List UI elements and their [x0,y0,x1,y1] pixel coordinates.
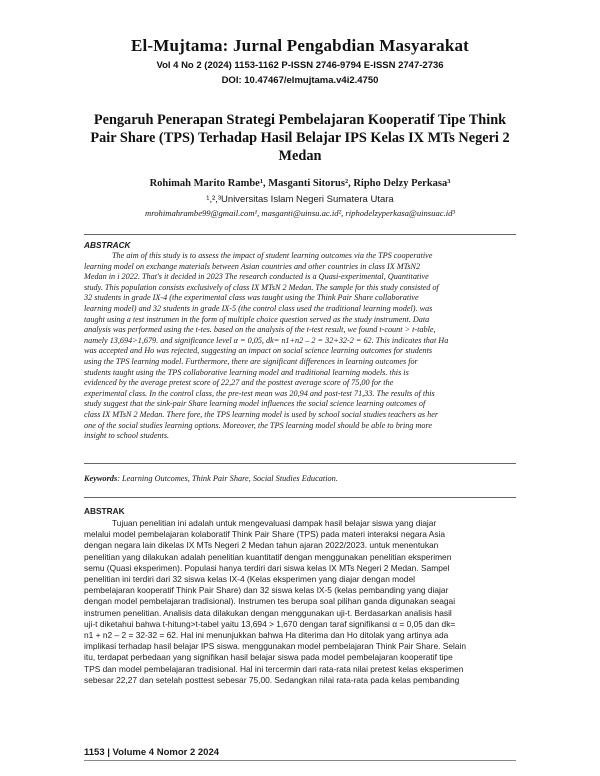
abstract-en-line: class IX MTsN 2 Medan. There fore, the TPS learning model is used by school social studies teachers as her [84,409,439,419]
abstract-en-line: taught using a test instrumen in the form of multiple choice question served as the study instrument. Data [84,314,430,324]
article-title-line: Medan [278,148,322,164]
abstract-en-line: learning model) and 32 students in grade IX-5 (the control class used the traditional learning model). was [84,303,433,313]
keywords [84,474,516,483]
abstract-id-line: instrumen penelitian. Analisis data dilakukan dengan menggunakan uji-t. Berdasarkan analisis hasil [84,607,452,618]
divider [84,463,516,464]
page-footer: 1153 | Volume 4 Nomor 2 2024 [84,747,220,758]
footer-divider [84,760,516,761]
journal-doi: DOI: 10.47467/elmujtama.v4i2.4750 [221,75,379,86]
abstract-en-line: analysis was performed using the t-tes. based on the analysis of the t-test result, we found t-count > t-table, [84,325,436,335]
author-affiliation: ¹,²,³Universitas Islam Negeri Sumatera Utara [206,194,394,205]
abstract-en-line: one of the social studies learning options. Moreover, the TPS learning model should be able to bring more [84,420,433,430]
abstract-id-line: dengan negara lain dikelas IX MTs Negeri 2 Medan tahun ajaran 2022/2023. untuk menentukan [84,540,439,551]
abstract-id-heading: ABSTRAK [84,506,125,516]
abstract-id-line: n1 + n2 – 2 = 32-32 = 62. Hal ini menunjukkan bahwa Ha diterima dan Ho ditolak yang artinya ada [84,630,449,641]
abstract-en-body [84,251,516,442]
abstract-en-line: study. This population consists exclusively of class IX MTsN 2 Medan. The sample for this study consisted of [84,282,439,292]
journal-title: El-Mujtama: Jurnal Pengabdian Masyarakat [130,36,470,55]
divider [84,234,516,235]
abstract-id-line: uji-t diketahui bahwa t-hitung>t-tabel yaitu 13,694 > 1,670 dengan taraf signifikansi α = 0,05 dan dk= [84,618,456,629]
abstract-en-line: experimental class. In the control class, the pre-test mean was 20,94 and post-test 71,33. The results of this [84,388,435,398]
abstract-en-line: The aim of this study is to assess the impact of student learning outcomes via the TPS cooperative [112,251,433,260]
article-title-line: Pair Share (TPS) Terhadap Hasil Belajar IPS Kelas IX MTs Negeri 2 [90,130,510,146]
abstract-en-line: Medan in i 2022. That's it decided in 2023 The research conducted is a Quasi-experimental, Quantitative [84,272,429,282]
abstract-en-line: evidenced by the average pretest score of 22,27 and the posttest average score of 75,00 for the [84,378,394,388]
abstract-en-line: insight to school students. [84,431,170,441]
abstract-id-line: TPS dan model pembelajaran tradisional. Hal ini tercermin dari rata-rata nilai pretest kelas eksperimen [84,663,464,674]
abstract-en-line: students taught using the TPS collaborative learning model and traditional learning models. this is [84,367,409,377]
abstract-id-line: penelitian yang dilakukan adalah penelitian kuantitatif dengan menggunakan penelitian eksperimen [84,551,452,562]
abstract-id-line: penelitian ini terdiri dari 32 siswa kelas IX-4 (Kelas eksperimen yang diajar dengan model [84,574,415,585]
keywords-label: Keywords [84,474,118,483]
abstract-en-line: was accepted and Ho was rejected, suggesting an impact on social science learning outcomes for students [84,346,433,356]
abstract-id-line: Tujuan penelitian ini adalah untuk mengevaluasi dampak hasil belajar siswa yang diajar [112,518,437,528]
abstract-id-line: pembelajaran kooperatif Think Pair Share) dan 32 siswa kelas IX-5 (kelas pembanding yang diajar [84,585,449,596]
abstract-id-line: implikasi terhadap hasil belajar IPS siswa. menggunakan model pembelajaran Think Pair Share. Selain [84,641,467,652]
article-title [60,111,540,165]
abstract-en-line: learning model on exchange materials between Asian countries and other countries in class IX MTsN2 [84,261,421,271]
abstract-id-line: melalui model pembelajaran kolaboratif Think Pair Share (TPS) pada materi interaksi negara Asia [84,529,446,540]
abstract-en-line: 32 students in grade IX-4 (the experimental class was taught using the Think Pair Share collaborative [84,293,419,303]
abstract-en-heading: ABSTRACK [84,240,131,250]
keywords-text: : Learning Outcomes, Think Pair Share, Social Studies Education. [117,474,338,483]
abstract-id-line: itu, terdapat perbedaan yang signifikan hasil belajar siswa pada model pembelajaran kooperatif tipe [84,652,453,663]
abstract-id-body [84,518,516,686]
journal-volume-issn: Vol 4 No 2 (2024) 1153-1162 P-ISSN 2746-9794 E-ISSN 2747-2736 [156,60,444,71]
author-list: Rohimah Marito Rambe¹, Masganti Sitorus², Ripho Delzy Perkasa³ [149,178,451,189]
abstract-en-line: using the TPS learning model. Furthermore, there are significant differences in learning outcomes for [84,356,418,366]
abstract-id-line: dengan model pembelajaran tradisional). Instrumen tes berupa soal pilihan ganda digunakan seagai [84,596,456,607]
author-emails: mrohimahrambe99@gmail.com¹, masganti@uinsu.ac.id², riphodelzyperkasa@uinsuac.id³ [145,208,455,218]
abstract-en-line: study suggest that the sink-pair Share learning model influences the social science learning outcomes of [84,399,426,409]
abstract-id-line: sebesar 22,27 dan setelah posttest sebesar 75,00. Sedangkan nilai rata-rata pada kelas pembanding [84,674,460,685]
abstract-id-line: semu (Quasi eksperimen). Populasi hanya terdiri dari siswa kelas IX MTs Negeri 2 Medan. Sampel [84,562,450,573]
abstract-en-line: namely 13,694>1,679. and significance level α = 0,05, dk= n1+n2 – 2 = 32+32-2 = 62. This indicates that Ha [84,335,449,345]
divider [84,497,516,498]
article-title-line: Pengaruh Penerapan Strategi Pembelajaran Kooperatif Tipe Think [93,112,507,128]
